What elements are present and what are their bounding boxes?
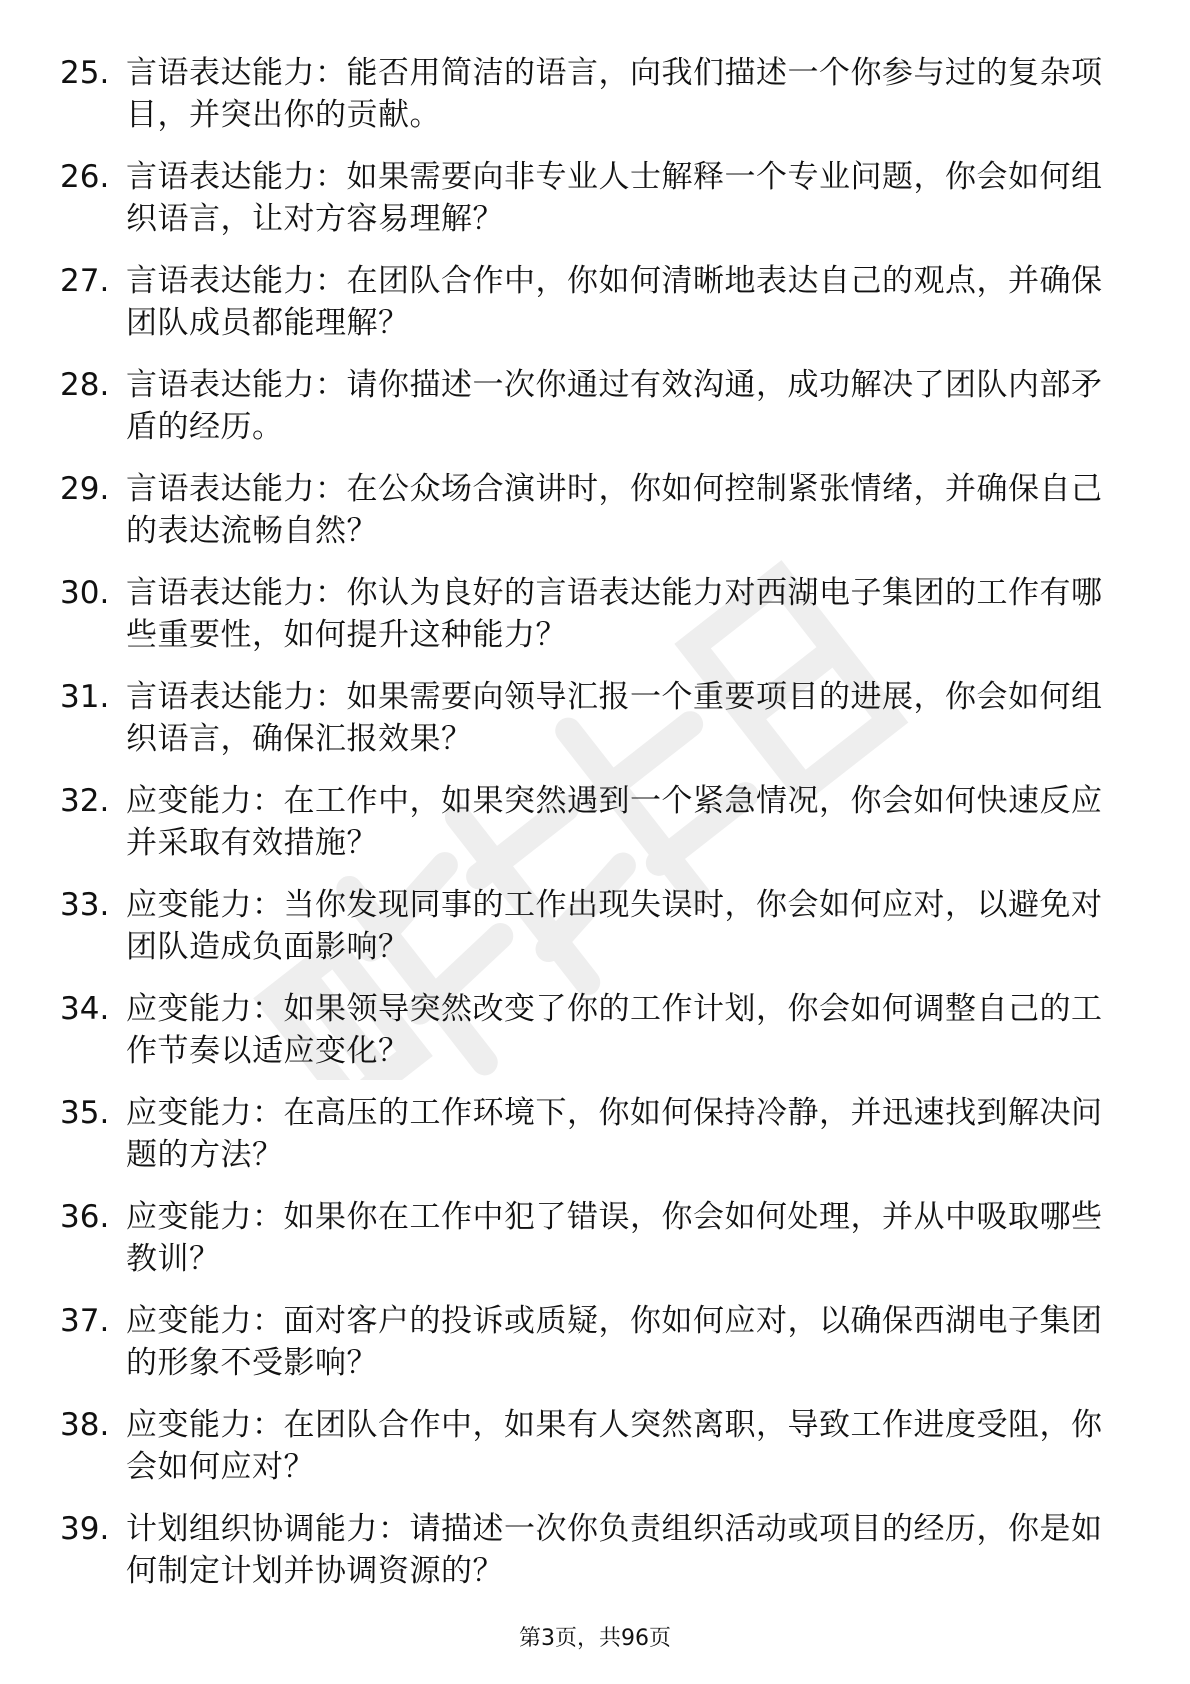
question-item [60, 1404, 1120, 1508]
question-text: 应变能力：如果你在工作中犯了错误，你会如何处理，并从中吸取哪些教训？ [126, 1199, 1103, 1277]
question-item [60, 884, 1120, 988]
question-text: 应变能力：如果领导突然改变了你的工作计划，你会如何调整自己的工作节奏以适应变化？ [126, 991, 1103, 1069]
question-number: 32. [60, 783, 110, 819]
question-number: 37. [60, 1303, 110, 1339]
question-text: 言语表达能力：在团队合作中，你如何清晰地表达自己的观点，并确保团队成员都能理解？ [126, 263, 1103, 341]
question-number: 27. [60, 263, 110, 299]
question-number: 34. [60, 991, 110, 1027]
question-item [60, 260, 1120, 364]
question-item [60, 1300, 1120, 1404]
question-text: 言语表达能力：如果需要向非专业人士解释一个专业问题，你会如何组织语言，让对方容易理解？ [126, 159, 1103, 237]
question-text: 言语表达能力：你认为良好的言语表达能力对西湖电子集团的工作有哪些重要性，如何提升这种能力？ [126, 575, 1103, 653]
question-item [60, 988, 1120, 1092]
question-number: 33. [60, 887, 110, 923]
question-item [60, 52, 1120, 156]
question-number: 39. [60, 1511, 110, 1547]
question-text: 应变能力：面对客户的投诉或质疑，你如何应对，以确保西湖电子集团的形象不受影响？ [126, 1303, 1103, 1381]
question-number: 35. [60, 1095, 110, 1131]
question-text: 应变能力：当你发现同事的工作出现失误时，你会如何应对，以避免对团队造成负面影响？ [126, 887, 1103, 965]
question-item [60, 364, 1120, 468]
question-text: 言语表达能力：在公众场合演讲时，你如何控制紧张情绪，并确保自己的表达流畅自然？ [126, 471, 1103, 549]
question-item [60, 1508, 1120, 1612]
question-number: 25. [60, 55, 110, 91]
page-footer: 第3页，共96页 [519, 1626, 671, 1651]
question-number: 29. [60, 471, 110, 507]
question-item [60, 156, 1120, 260]
question-list [60, 52, 1120, 1612]
question-text: 应变能力：在团队合作中，如果有人突然离职，导致工作进度受阻，你会如何应对？ [126, 1407, 1103, 1485]
question-number: 28. [60, 367, 110, 403]
question-number: 36. [60, 1199, 110, 1235]
question-number: 26. [60, 159, 110, 195]
question-number: 38. [60, 1407, 110, 1443]
question-number: 31. [60, 679, 110, 715]
question-text: 计划组织协调能力：请描述一次你负责组织活动或项目的经历，你是如何制定计划并协调资源的？ [126, 1511, 1103, 1589]
question-text: 言语表达能力：请你描述一次你通过有效沟通，成功解决了团队内部矛盾的经历。 [126, 367, 1103, 445]
question-item [60, 676, 1120, 780]
question-item [60, 468, 1120, 572]
question-item [60, 1196, 1120, 1300]
question-item [60, 572, 1120, 676]
question-item [60, 1092, 1120, 1196]
question-text: 言语表达能力：能否用简洁的语言，向我们描述一个你参与过的复杂项目，并突出你的贡献。 [126, 55, 1103, 133]
question-text: 应变能力：在工作中，如果突然遇到一个紧急情况，你会如何快速反应并采取有效措施？ [126, 783, 1103, 861]
question-text: 言语表达能力：如果需要向领导汇报一个重要项目的进展，你会如何组织语言，确保汇报效果？ [126, 679, 1103, 757]
question-text: 应变能力：在高压的工作环境下，你如何保持冷静，并迅速找到解决问题的方法？ [126, 1095, 1103, 1173]
question-number: 30. [60, 575, 110, 611]
question-item [60, 780, 1120, 884]
